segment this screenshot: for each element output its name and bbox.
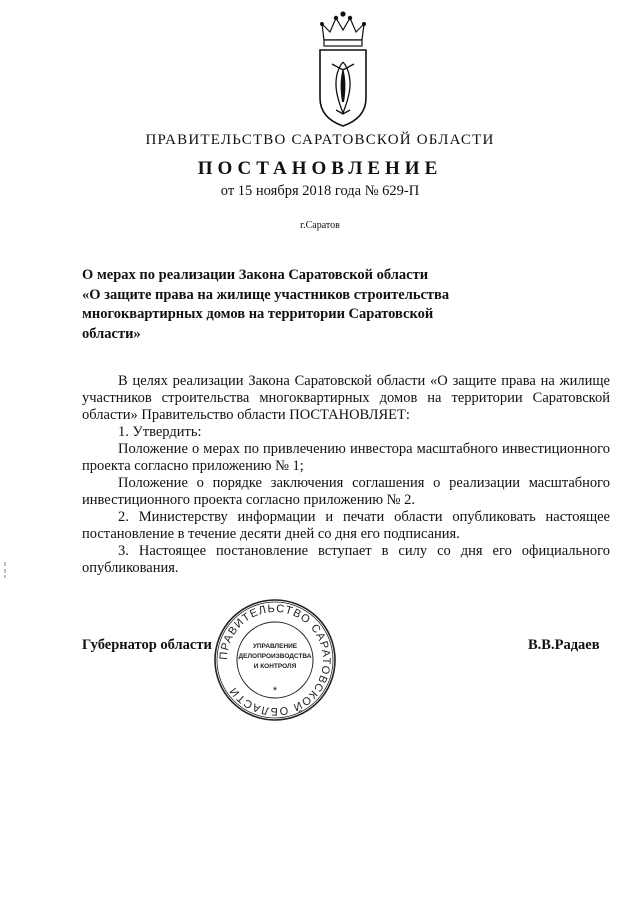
body-paragraph: Положение о мерах по привлечению инвестора масштабного инвестиционного проекта согласно приложению № 1; [82,441,610,474]
body-paragraph: Положение о порядке заключения соглашения о реализации масштабного инвестиционного проекта согласно приложению № 2. [82,475,610,508]
title-line: О мерах по реализации Закона Саратовской области [82,267,429,283]
signature-name: В.В.Радаев [528,637,600,653]
stamp-ring-text: ПРАВИТЕЛЬСТВО САРАТОВСКОЙ ОБЛАСТИ [217,602,333,718]
body-paragraph: 3. Настоящее постановление вступает в силу со дня его официального опубликования. [82,543,610,576]
margin-mark [2,560,12,580]
title-line: области» [82,325,141,342]
coat-of-arms-emblem [316,10,370,130]
document-body [82,373,610,577]
stamp-line: И КОНТРОЛЯ [253,663,297,670]
body-paragraph: 2. Министерству информации и печати области опубликовать настоящее постановление в течение десяти дней со дня его подписания. [82,509,610,542]
title-line: «О защите права на жилище участников строительства [82,286,450,303]
title-line: многоквартирных домов на территории Саратовской [82,306,434,322]
document-city: г.Саратов [300,220,340,231]
official-stamp [213,598,337,722]
document-title [82,266,522,344]
body-paragraph: В целях реализации Закона Саратовской области «О защите права на жилище участников строительства многоквартирных домов на территории Саратовской области» Правительство области ПОСТАНОВЛЯЕТ: [82,373,610,423]
government-name: ПРАВИТЕЛЬСТВО САРАТОВСКОЙ ОБЛАСТИ [145,132,495,148]
document-date-number: от 15 ноября 2018 года № 629-П [220,183,420,199]
stamp-line: УПРАВЛЕНИЕ [252,643,298,650]
signature-position: Губернатор области [82,637,212,653]
stamp-star: * [272,685,278,697]
stamp-line: ДЕЛОПРОИЗВОДСТВА [238,653,312,660]
document-type: ПОСТАНОВЛЕНИЕ [197,158,443,179]
body-paragraph: 1. Утвердить: [118,424,202,440]
